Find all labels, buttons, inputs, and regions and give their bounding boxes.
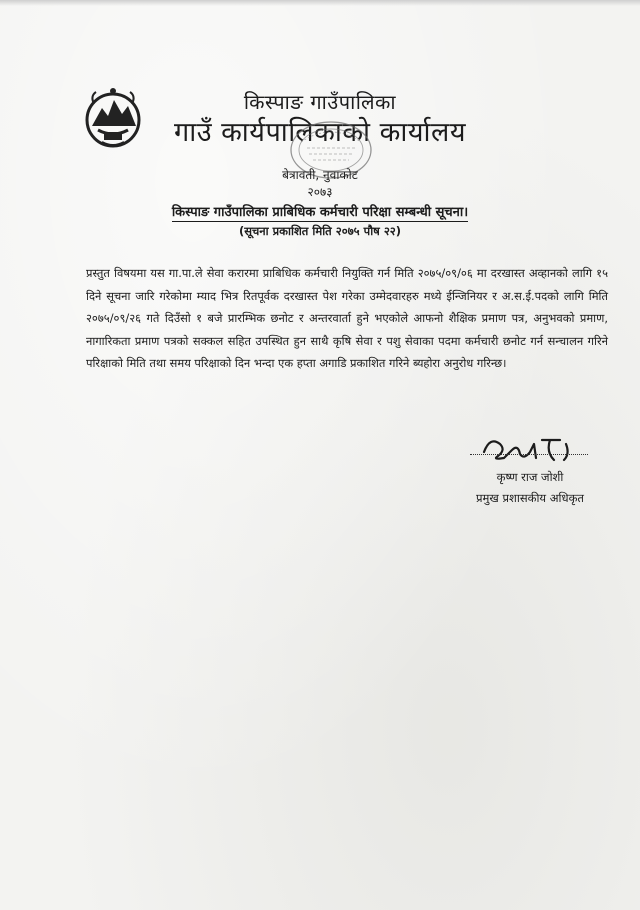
signatory-title: प्रमुख प्रशासकीय अधिकृत — [476, 491, 584, 505]
notice-title-text: किस्पाङ गाउँपालिका प्राबिधिक कर्मचारी परिक्षा सम्बन्धी सूचना। — [171, 205, 469, 220]
notice-publish-date: (सूचना प्रकाशित मिति २०७५ पौष २२) — [238, 224, 402, 238]
notice-body — [86, 262, 608, 375]
signature-icon — [470, 430, 590, 470]
office-location: बेत्रावती, नुवाकोट — [282, 168, 358, 182]
notice-title — [0, 202, 640, 220]
office-name: गाउँ कार्यपालिकाको कार्यालय — [174, 117, 466, 148]
municipality-name: किस्पाङ गाउँपालिका — [243, 90, 397, 114]
signatory-name: कृष्ण राज जोशी — [496, 470, 564, 484]
notice-paragraph: प्रस्तुत विषयमा यस गा.पा.ले सेवा करारमा प्राबिधिक कर्मचारी नियुक्ति गर्न मिति २०७५/०९/०६ मा दरखास्त अव्हानको लागि १५ दिने सूचना जारि गरेकोमा म्याद भित्र रितपूर्वक दरखास्त पेश गरेका उम्मेदवारहरु मध्ये ईन्जिनियर र अ.स.ई.पदको लागि मिति २०७५/०९/२६ गते दिउँसो १ बजे प्रारम्भिक छनोट र अन्तरवार्ता हुने भएकोले आफनो शैक्षिक प्रमाण पत्र, अनुभवको प्रमाण, नागारिकता प्रमाण पत्रको सक्कल सहित उपस्थित हुन साथै कृषि सेवा र पशु सेवाका पदमा कर्मचारी छनोट गर्न सन्चालन गरिने परिक्षाको मिति तथा समय परिक्षाको दिन भन्दा एक हप्ता अगाडि प्रकाशित गरिने ब्यहोरा अनुरोध गरिन्छ। — [86, 266, 608, 371]
signature-line — [470, 454, 588, 455]
establishment-year: २०७३ — [307, 185, 333, 199]
scan-edge — [0, 0, 640, 6]
